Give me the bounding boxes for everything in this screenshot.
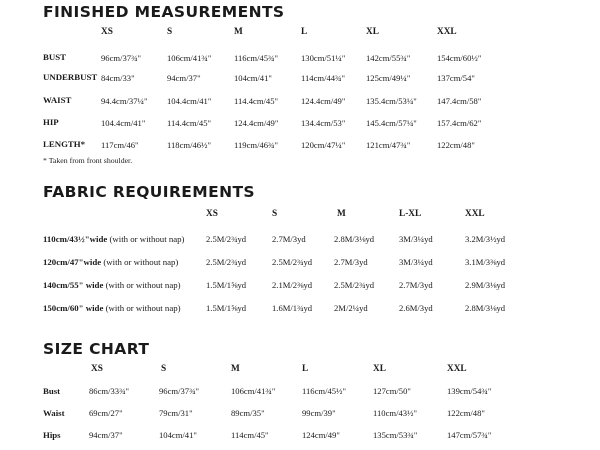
fm-row-label: BUST: [43, 52, 66, 62]
fm-cell: 116cm/45¾": [234, 53, 279, 63]
fm-cell: 117cm/46": [101, 140, 139, 150]
fr-size-header-xxl: XXL: [465, 209, 485, 219]
fr-cell: 3M/3¼yd: [399, 234, 433, 244]
sc-cell: 99cm/39": [302, 408, 336, 418]
sc-size-header-xl: XL: [373, 364, 386, 374]
fm-size-header-l: L: [301, 27, 308, 37]
fm-cell: 130cm/51¼": [301, 53, 346, 63]
fm-row-label: UNDERBUST: [43, 72, 98, 82]
fr-cell: 3M/3¼yd: [399, 257, 433, 267]
sc-cell: 96cm/37¾": [159, 386, 200, 396]
sc-cell: 114cm/45": [231, 430, 269, 440]
fr-cell: 2.5M/2¾yd: [206, 257, 247, 267]
fm-cell: 137cm/54": [437, 73, 475, 83]
fr-cell: 2.7M/3yd: [272, 234, 306, 244]
fm-footnote: * Taken from front shoulder.: [43, 156, 133, 165]
sc-row-label: Hips: [43, 430, 61, 440]
fr-row-label: [43, 257, 178, 267]
fm-cell: 119cm/46¾": [234, 140, 279, 150]
fm-size-header-xxl: XXL: [437, 27, 457, 37]
fr-cell: 2.9M/3⅛yd: [465, 280, 506, 290]
fm-cell: 114.4cm/45": [234, 96, 279, 106]
fm-cell: 104.4cm/41": [101, 118, 146, 128]
sc-cell: 147cm/57¾": [447, 430, 492, 440]
fm-cell: 104.4cm/41": [167, 96, 212, 106]
fm-cell: 120cm/47¼": [301, 140, 346, 150]
sc-cell: 110cm/43½": [373, 408, 418, 418]
fm-size-header-xs: XS: [101, 27, 113, 37]
fm-cell: 135.4cm/53¼": [366, 96, 417, 106]
fm-cell: 114.4cm/45": [167, 118, 212, 128]
fr-nap-note: (with or without nap): [105, 280, 181, 290]
fm-cell: 118cm/46½": [167, 140, 212, 150]
fr-cell: 2.5M/2¾yd: [334, 280, 375, 290]
fm-size-header-xl: XL: [366, 27, 379, 37]
fm-cell: 104cm/41": [234, 73, 272, 83]
fr-nap-note: (with or without nap): [105, 303, 181, 313]
fr-size-header-s: S: [272, 209, 278, 219]
sc-size-header-l: L: [302, 364, 309, 374]
fr-row-label: [43, 303, 181, 313]
sc-cell: 69cm/27": [89, 408, 123, 418]
fm-cell: 154cm/60½": [437, 53, 482, 63]
sc-cell: 89cm/35": [231, 408, 265, 418]
sc-size-header-xs: XS: [91, 364, 103, 374]
finished-measurements-title: FINISHED MEASUREMENTS: [43, 3, 285, 21]
fr-width: 110cm/43½"wide: [43, 234, 108, 244]
fm-cell: 145.4cm/57¼": [366, 118, 417, 128]
fr-cell: 3.2M/3½yd: [465, 234, 506, 244]
fr-size-header-xs: XS: [206, 209, 218, 219]
fm-cell: 106cm/41¾": [167, 53, 212, 63]
fr-cell: 1.5M/1⅝yd: [206, 303, 247, 313]
fm-cell: 122cm/48": [437, 140, 475, 150]
fabric-requirements-title: FABRIC REQUIREMENTS: [43, 183, 255, 201]
fm-cell: 147.4cm/58": [437, 96, 482, 106]
fr-cell: 2.5M/2¾yd: [206, 234, 247, 244]
fm-cell: 84cm/33": [101, 73, 135, 83]
sc-cell: 139cm/54¾": [447, 386, 492, 396]
sc-row-label: Waist: [43, 408, 65, 418]
fr-cell: 2.1M/2⅜yd: [272, 280, 313, 290]
fm-cell: 124.4cm/49": [301, 96, 346, 106]
fm-cell: 125cm/49¼": [366, 73, 411, 83]
fr-cell: 2.8M/3⅛yd: [334, 234, 375, 244]
sc-size-header-m: M: [231, 364, 240, 374]
fr-cell: 1.6M/1¾yd: [272, 303, 313, 313]
sc-cell: 79cm/31": [159, 408, 193, 418]
sc-cell: 104cm/41": [159, 430, 197, 440]
fm-size-header-m: M: [234, 27, 243, 37]
sc-cell: 106cm/41¾": [231, 386, 276, 396]
fr-cell: 2.7M/3yd: [334, 257, 368, 267]
fm-cell: 96cm/37¾": [101, 53, 142, 63]
fr-cell: 2.8M/3⅛yd: [465, 303, 506, 313]
fr-cell: 2.6M/3yd: [399, 303, 433, 313]
fr-cell: 2.5M/2¾yd: [272, 257, 313, 267]
fm-row-label: HIP: [43, 117, 59, 127]
fr-row-label: [43, 280, 181, 290]
fr-nap-note: (with or without nap): [109, 234, 185, 244]
sc-cell: 124cm/49": [302, 430, 340, 440]
fr-size-header-l-xl: L-XL: [399, 209, 422, 219]
fr-width: 140cm/55" wide: [43, 280, 104, 290]
fm-cell: 94.4cm/37¼": [101, 96, 148, 106]
sc-cell: 116cm/45½": [302, 386, 347, 396]
fr-cell: 1.5M/1⅝yd: [206, 280, 247, 290]
fm-row-label: LENGTH*: [43, 139, 86, 149]
sc-size-header-s: S: [161, 364, 167, 374]
fm-cell: 124.4cm/49": [234, 118, 279, 128]
fm-cell: 94cm/37": [167, 73, 201, 83]
fr-cell: 3.1M/3⅜yd: [465, 257, 506, 267]
fr-size-header-m: M: [337, 209, 346, 219]
size-chart-title: SIZE CHART: [43, 340, 150, 358]
fm-cell: 142cm/55¾": [366, 53, 411, 63]
fr-width: 150cm/60" wide: [43, 303, 104, 313]
sc-cell: 122cm/48": [447, 408, 485, 418]
fm-cell: 114cm/44¾": [301, 73, 346, 83]
sc-cell: 135cm/53¾": [373, 430, 418, 440]
fr-cell: 2.7M/3yd: [399, 280, 433, 290]
fr-nap-note: (with or without nap): [103, 257, 179, 267]
fm-cell: 134.4cm/53": [301, 118, 346, 128]
sc-row-label: Bust: [43, 386, 61, 396]
fm-cell: 157.4cm/62": [437, 118, 482, 128]
fr-cell: 2M/2¼yd: [334, 303, 368, 313]
fm-cell: 121cm/47¾": [366, 140, 411, 150]
sc-cell: 86cm/33¾": [89, 386, 130, 396]
fm-size-header-s: S: [167, 27, 173, 37]
sc-cell: 127cm/50": [373, 386, 411, 396]
fm-row-label: WAIST: [43, 95, 72, 105]
fr-row-label: [43, 234, 184, 244]
fr-width: 120cm/47"wide: [43, 257, 102, 267]
sc-cell: 94cm/37": [89, 430, 123, 440]
sc-size-header-xxl: XXL: [447, 364, 467, 374]
